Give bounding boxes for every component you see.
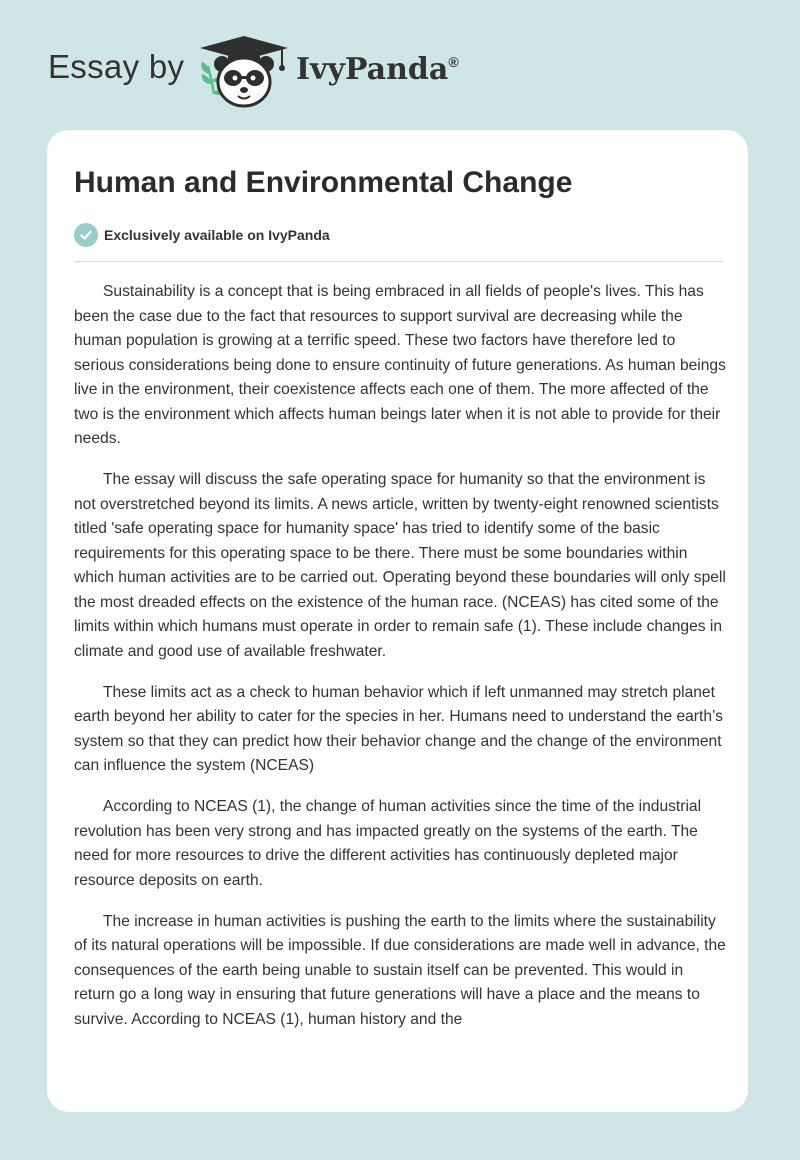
essay-body bbox=[74, 280, 728, 1049]
ivypanda-brand-name[interactable] bbox=[296, 52, 459, 87]
essay-title: Human and Environmental Change bbox=[74, 166, 573, 199]
title-divider bbox=[74, 261, 723, 262]
essay-paragraph: The essay will discuss the safe operating space for humanity so that the environment is not overstretched beyond its limits. A news article, written by twenty-eight renowned scientists titled 'safe operating space for humanity space' has tried to identify some of the basic requirements for this operating space to be there. There must be some boundaries within which human activities are to be carried out. Operating beyond these boundaries will only spell the most dreaded effects on the existence of the human race. (NCEAS) has cited some of the limits within which humans must operate in order to remain safe (1). These include changes in climate and good use of available freshwater. bbox=[74, 471, 726, 660]
essay-paragraph: According to NCEAS (1), the change of human activities since the time of the industrial revolution has been very strong and has impacted greatly on the systems of the earth. The need for more resources to drive the different activities has continuously depleted major resource deposits on earth. bbox=[74, 798, 702, 889]
essay-by-label: Essay by bbox=[48, 48, 185, 85]
site-header bbox=[0, 0, 800, 130]
panda-graduate-logo-icon[interactable] bbox=[198, 32, 296, 112]
checkmark-icon bbox=[79, 228, 93, 242]
essay-paragraph: Sustainability is a concept that is being embraced in all fields of people's lives. This has been the case due to the fact that resources to support survival are decreasing while the human population is growing at a terrific speed. These two factors have therefore led to serious considerations being done to ensure continuity of future generations. As human beings live in the environment, their coexistence affects each one of them. The more affected of the two is the environment which affects human beings later when it is not able to provide for their needs. bbox=[74, 283, 726, 447]
registered-mark: ® bbox=[448, 54, 459, 70]
exclusive-badge bbox=[74, 222, 330, 248]
brand-name-text: IvyPanda bbox=[296, 52, 449, 87]
essay-paragraph: The increase in human activities is pushing the earth to the limits where the sustainability of its natural operations will be impossible. If due considerations are made well in advance, the consequences of the earth being unable to sustain itself can be prevented. This would in return go a long way in ensuring that future generations will have a place and the means to survive. According to NCEAS (1), human history and the bbox=[74, 912, 726, 1028]
essay-card bbox=[47, 130, 748, 1112]
check-circle-icon bbox=[74, 223, 98, 247]
essay-paragraph: These limits act as a check to human behavior which if left unmanned may stretch planet earth beyond her ability to cater for the species in her. Humans need to understand the earth’s system so that they can predict how their behavior change and the change of the environment can influence the system (NCEAS) bbox=[74, 683, 723, 774]
exclusive-badge-label: Exclusively available on IvyPanda bbox=[104, 227, 330, 243]
